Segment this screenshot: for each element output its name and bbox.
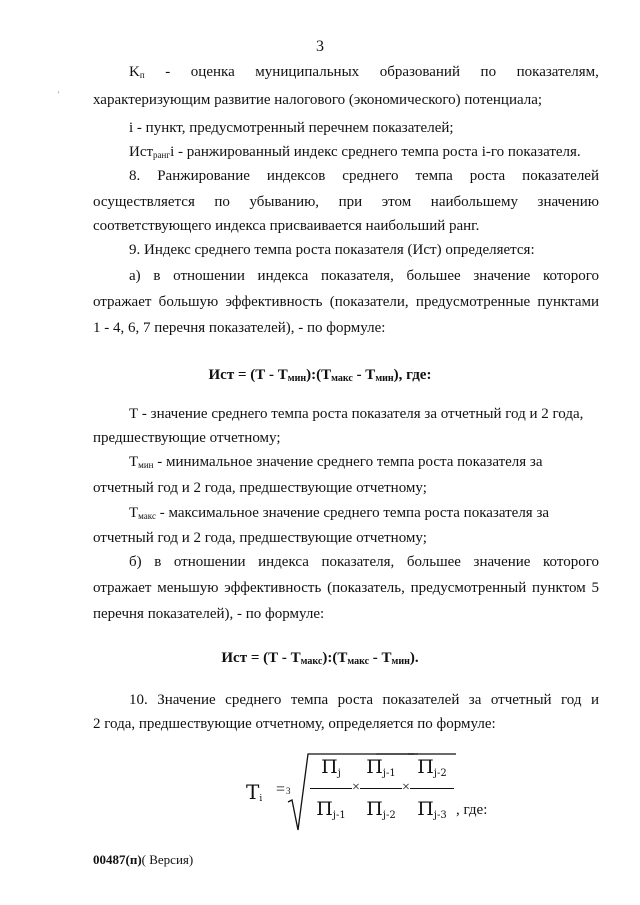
paragraph-b: отражает меньшую эффективность (показатель, предусмотренный пунктом 5 [93, 580, 599, 596]
formula-ist-1: Ист = $(Т - Т_{мин}):(Т_{макс} - Т_{мин})$, где: [208, 367, 432, 384]
page-number: 3 [316, 38, 324, 55]
definition-tmax: отчетный год и 2 года, предшествующие отчетному; [93, 530, 427, 546]
formula-tail-text: , где: [456, 802, 488, 818]
kp-symbol: $K_п$ [129, 64, 145, 80]
dash: - [165, 64, 171, 80]
paragraph-b: перечня показателей), - по формуле: [93, 606, 325, 622]
formula-ist-2: Ист = $(Т - Т_{макс}):(Т_{макс} - Т_{мин})$. [221, 650, 419, 667]
paragraph-a: 1 - 4, 6, 7 перечня показателей), - по формуле: [93, 320, 386, 336]
definition-t: Т - значение среднего темпа роста показателя за отчетный год и 2 года, [129, 406, 584, 422]
equals-sign: = [276, 781, 286, 798]
word: образований [379, 64, 460, 80]
paragraph-9: 9. Индекс среднего темпа роста показателя (Ист) определяется: [129, 242, 535, 258]
definition-kp [129, 62, 599, 85]
word: муниципальных [255, 64, 360, 80]
paragraph-b: б) в отношении индекса показателя, большее значение которого [129, 554, 599, 570]
times-sign: × [352, 780, 360, 795]
paragraph-8: 8. Ранжирование индексов среднего темпа роста показателей [129, 168, 599, 184]
definition-tmin: $Т_{мин}$ - минимальное значение среднего темпа роста показателя за [129, 454, 543, 470]
ti-symbol: $T_i$ [246, 780, 263, 804]
paragraph-8: соответствующего индекса присваивается наибольший ранг. [93, 218, 480, 234]
times-sign: × [402, 780, 410, 795]
word: по [480, 64, 497, 80]
fraction-1: $П_j$ $П_{j-1}$ [310, 754, 352, 834]
definition-ist-rang: Ист$_{ранг}$i - ранжированный индекс среднего темпа роста i-го показателя. [129, 144, 581, 160]
paragraph-a: а) в отношении индекса показателя, большее значение которого [129, 268, 599, 284]
radical-overline-ext [376, 750, 456, 760]
paragraph-10: 2 года, предшествующие отчетному, определяется по формуле: [93, 716, 496, 732]
margin-mark: ' [58, 90, 60, 99]
document-footer: 00487(п)( Версия) [93, 852, 194, 867]
text-line: характеризующим развитие налогового (экономического) потенциала; [93, 92, 543, 108]
definition-tmax: $Т_{макс}$ - максимальное значение среднего темпа роста показателя за [129, 505, 550, 521]
definition-tmin: отчетный год и 2 года, предшествующие отчетному; [93, 480, 427, 496]
definition-t: предшествующие отчетному; [93, 430, 281, 446]
formula-ti-tail [410, 750, 530, 840]
word: показателям, [516, 64, 599, 80]
paragraph-8: осуществляется по убыванию, при этом наибольшему значению [93, 194, 599, 210]
paragraph-a: отражает большую эффективность (показатели, предусмотренные пунктами [93, 294, 599, 310]
fraction-3: $П_{j-2}$ $П_{j-3}$ [410, 754, 454, 834]
root-index: 3 [286, 786, 291, 796]
word: оценка [190, 64, 235, 80]
paragraph-10: 10. Значение среднего темпа роста показателей за отчетный год и [129, 692, 599, 708]
fraction-2: $П_{j-1}$ $П_{j-2}$ [360, 754, 402, 834]
definition-i: i - пункт, предусмотренный перечнем показателей; [129, 120, 454, 136]
